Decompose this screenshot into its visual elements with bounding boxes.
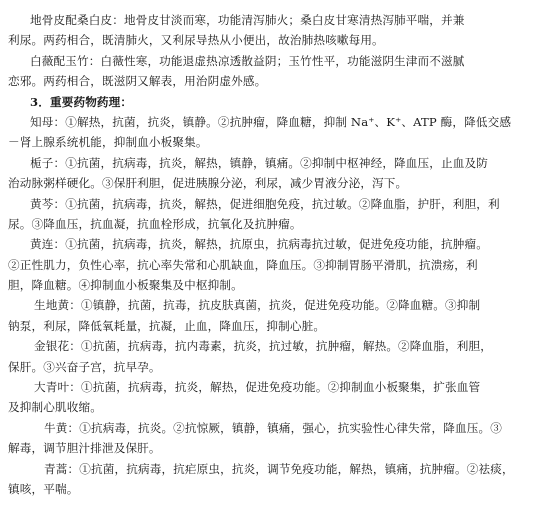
text-line: 恋邪。两药相合，既滋阴又解表，用治阴虚外感。 <box>8 74 267 89</box>
text-line: 牛黄：①抗病毒，抗炎。②抗惊厥，镇静，镇痛，强心，抗实验性心律失常，降血压。③ <box>44 420 503 435</box>
text-line: 生地黄：①镇静，抗菌，抗毒，抗皮肤真菌，抗炎，促进免疫功能。②降血糖。③抑制 <box>34 298 481 313</box>
text-line: ②正性肌力，负性心率，抗心率失常和心肌缺血，降血压。③抑制胃肠平滑肌，抗溃疡，利 <box>8 257 478 272</box>
text-line: －肾上腺系统机能，抑制血小板聚集。 <box>8 135 208 150</box>
text-line: 白薇配玉竹：白薇性寒，功能退虚热凉透散益阴；玉竹性平，功能滋阴生津而不滋腻 <box>30 53 465 68</box>
text-line: 栀子：①抗菌，抗病毒，抗炎，解热，镇静，镇痛。②抑制中枢神经，降血压，止血及防 <box>30 155 489 170</box>
section-heading: 3．重要药物药理： <box>30 94 133 109</box>
text-line: 黄芩：①抗菌，抗病毒，抗炎，解热，促进细胞免疫，抗过敏。②降血脂，护肝，利胆，利 <box>30 196 500 211</box>
text-line: 镇咳，平喘。 <box>8 481 79 496</box>
text-line: 黄连：①抗菌，抗病毒，抗炎，解热，抗原虫，抗病毒抗过敏，促进免疫功能，抗肿瘤。 <box>30 237 489 252</box>
text-line: 大青叶：①抗菌，抗病毒，抗炎，解热，促进免疫功能。②抑制血小板聚集，扩张血管 <box>34 380 481 395</box>
text-line: 金银花：①抗菌，抗病毒，抗内毒素，抗炎，抗过敏，抗肿瘤，解热。②降血脂，利胆， <box>34 339 493 354</box>
text-line: 钠泵，利尿，降低氧耗量，抗凝，止血，降血压，抑制心脏。 <box>8 318 326 333</box>
text-line: 地骨皮配桑白皮：地骨皮甘淡而寒，功能清泻肺火；桑白皮甘寒清热泻肺平喘，并兼 <box>30 13 465 27</box>
text-line: 及抑制心肌收缩。 <box>8 400 102 415</box>
text-line: 胆，降血糖。④抑制血小板聚集及中枢抑制。 <box>8 278 243 293</box>
text-line: 利尿。两药相合，既清肺火，又利尿导热从小便出，故治肺热咳嗽每用。 <box>8 33 384 48</box>
text-line: 青蒿：①抗菌，抗病毒，抗疟原虫，抗炎，调节免疫功能，解热，镇痛，抗肿瘤。②祛痰， <box>44 461 514 476</box>
text-line: 解毒，调节胆汁排泄及保肝。 <box>8 441 161 456</box>
text-line: 治动脉粥样硬化。③保肝利胆，促进胰腺分泌，利尿，减少胃液分泌，泻下。 <box>8 176 408 191</box>
text-line: 尿。③降血压，抗血凝，抗血栓形成，抗氧化及抗肿瘤。 <box>8 216 302 231</box>
text-line: 知母：①解热，抗菌，抗炎，镇静。②抗肿瘤，降血糖，抑制 Na⁺、K⁺、ATP 酶，降低交感 <box>30 114 512 129</box>
text-line: 保肝。③兴奋子宫，抗早孕。 <box>8 359 161 374</box>
